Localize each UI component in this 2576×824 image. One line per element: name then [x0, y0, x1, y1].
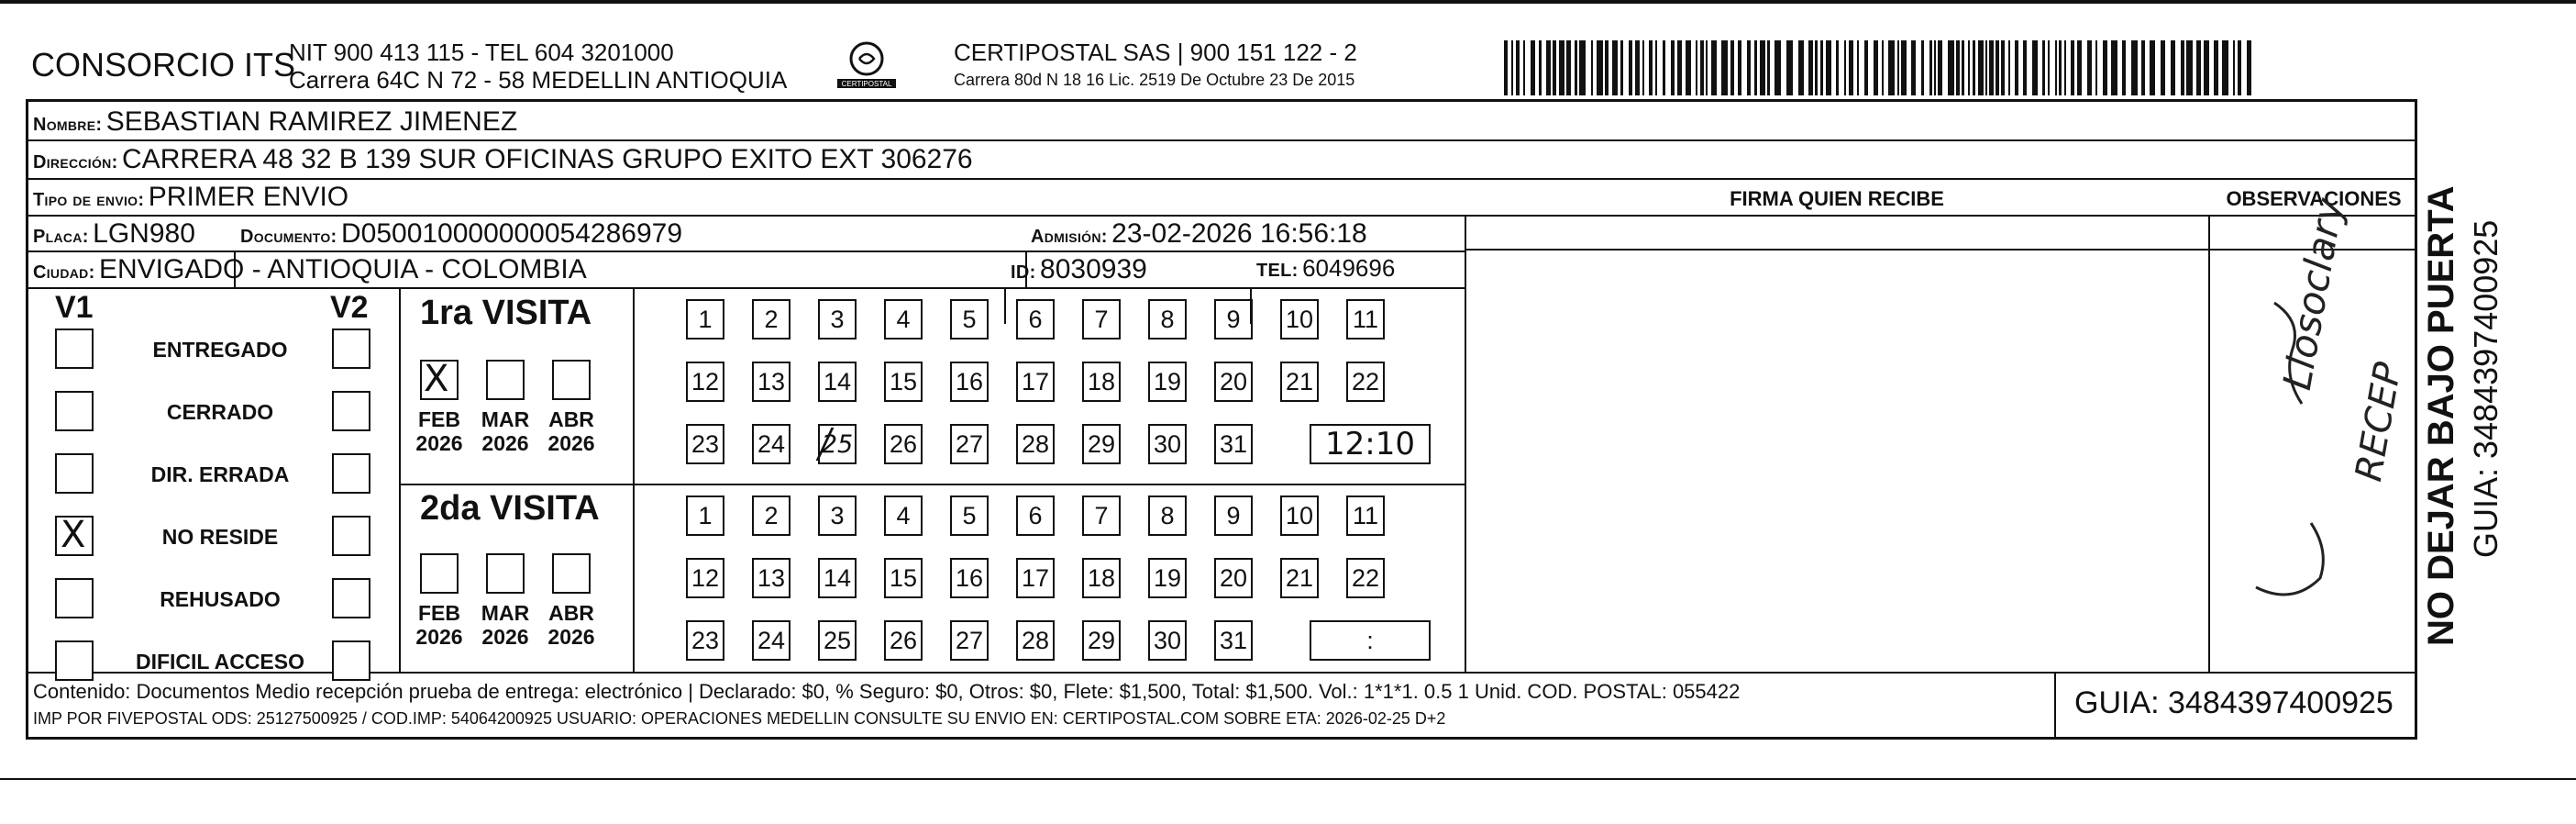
second-visit-day-box[interactable]: 22: [1346, 558, 1385, 598]
second-visit-day-box[interactable]: 21: [1280, 558, 1319, 598]
ciudad-cell: [33, 254, 587, 285]
second-visit-day-box[interactable]: 6: [1016, 496, 1055, 536]
barcode-bar: [2233, 40, 2235, 95]
v2-checkbox[interactable]: [332, 578, 370, 618]
logo-text: CERTIPOSTAL: [841, 80, 892, 88]
barcode-bar: [1738, 40, 1741, 95]
barcode-bar: [2196, 40, 2201, 95]
visits-days-divider: [633, 287, 635, 672]
second-visit-day-box[interactable]: 9: [1214, 496, 1253, 536]
barcode-bar: [1553, 40, 1556, 95]
status-label: CERRADO: [166, 400, 274, 424]
month-year: 2026: [481, 625, 529, 649]
barcode-bar: [1929, 40, 1932, 95]
barcode-bar: [1591, 40, 1593, 95]
barcode-bar: [1985, 40, 1987, 95]
v1-header: V1: [55, 290, 94, 325]
barcode-bar: [1808, 40, 1813, 95]
tipo-label: Tipo de envio:: [33, 190, 145, 210]
barcode-bar: [2111, 40, 2117, 95]
second-visit-day-box[interactable]: 28: [1016, 620, 1055, 661]
month-name: ABR: [548, 601, 594, 625]
second-visit-day-box[interactable]: 30: [1148, 620, 1187, 661]
carrier-info: [954, 39, 1357, 94]
first-visit-day-box[interactable]: 29: [1082, 424, 1121, 464]
first-visit-day-box[interactable]: 12: [686, 362, 724, 402]
first-visit-day-box[interactable]: 8: [1148, 299, 1187, 340]
barcode-bar: [1539, 40, 1542, 95]
barcode-bar: [1857, 40, 1859, 95]
first-visit-day-box[interactable]: 4: [884, 299, 923, 340]
barcode-bar: [1546, 40, 1551, 95]
barcode-bar: [1844, 40, 1846, 95]
barcode-bar: [2095, 40, 2097, 95]
barcode-bar: [1760, 40, 1765, 95]
barcode-bar: [1798, 40, 1804, 95]
ciudad-label: Ciudad:: [33, 262, 95, 283]
status-label: ENTREGADO: [152, 338, 288, 362]
barcode-bar: [1612, 40, 1618, 95]
barcode-bar: [1888, 40, 1895, 95]
v2-checkbox[interactable]: [332, 640, 370, 681]
barcode-bar: [2077, 40, 2082, 95]
barcode-bar: [1962, 40, 1964, 95]
second-visit-day-box[interactable]: 15: [884, 558, 923, 598]
placa-value: LGN980: [93, 218, 195, 249]
id-label: ID:: [1011, 262, 1036, 283]
second-visit-time-box[interactable]: :: [1310, 620, 1431, 661]
v1-checkbox[interactable]: [55, 453, 94, 494]
barcode-bar: [1677, 40, 1682, 95]
second-visit-day-box[interactable]: 24: [752, 620, 790, 661]
barcode-bar: [2048, 40, 2050, 95]
first-visit-day-box[interactable]: 19: [1148, 362, 1187, 402]
barcode: [1504, 40, 2256, 95]
v1-checkbox[interactable]: [55, 391, 94, 431]
tel-cell: [1256, 254, 1395, 283]
barcode-bar: [1504, 40, 1508, 95]
barcode-bar: [2171, 40, 2175, 95]
first-visit-title: 1ra VISITA: [420, 294, 592, 332]
first-visit-day-box[interactable]: 25: [818, 424, 857, 464]
footer-divider: [26, 672, 2417, 674]
barcode-bar: [1671, 40, 1675, 95]
barcode-bar: [1820, 40, 1823, 95]
certipostal-logo: [830, 37, 903, 101]
barcode-bar: [1579, 40, 1586, 95]
second-visit-day-box[interactable]: 27: [950, 620, 989, 661]
tipo-row: [33, 182, 348, 213]
barcode-bar: [1864, 40, 1868, 95]
status-label: DIR. ERRADA: [150, 462, 290, 486]
col-divider: [1465, 215, 1466, 672]
barcode-bar: [2008, 40, 2010, 95]
barcode-bar: [1849, 40, 1853, 95]
firma-header: FIRMA QUIEN RECIBE: [1730, 187, 1944, 210]
second-visit-day-box[interactable]: 26: [884, 620, 923, 661]
company-name: CONSORCIO ITS: [31, 46, 296, 84]
row-divider: [26, 139, 2417, 141]
second-visit-month-checkbox[interactable]: [420, 553, 459, 594]
company-nit-tel: NIT 900 413 115 - TEL 604 3201000: [289, 39, 674, 66]
v1-checkbox[interactable]: [55, 640, 94, 681]
second-visit-day-box[interactable]: 1: [686, 496, 724, 536]
tel-value: 6049696: [1302, 254, 1396, 282]
visit-divider: [399, 484, 1465, 485]
barcode-bar: [1774, 40, 1781, 95]
barcode-bar: [1649, 40, 1653, 95]
barcode-bar: [2059, 40, 2062, 95]
v2-header: V2: [330, 290, 369, 325]
barcode-bar: [1978, 40, 1984, 95]
second-visit-month-label: [546, 601, 597, 649]
barcode-bar: [1516, 40, 1520, 95]
second-visit-day-box[interactable]: 17: [1016, 558, 1055, 598]
month-name: MAR: [481, 601, 530, 625]
row-divider: [1465, 249, 2417, 251]
second-visit-day-box[interactable]: 14: [818, 558, 857, 598]
direccion-label: Dirección:: [33, 152, 118, 173]
barcode-bar: [1747, 40, 1751, 95]
barcode-bar: [2055, 40, 2057, 95]
barcode-bar: [1605, 40, 1609, 95]
second-visit-day-box[interactable]: 7: [1082, 496, 1121, 536]
v2-checkbox[interactable]: [332, 328, 370, 369]
barcode-bar: [1721, 40, 1728, 95]
barcode-bar: [1531, 40, 1535, 95]
second-visit-day-box[interactable]: 16: [950, 558, 989, 598]
barcode-bar: [2204, 40, 2209, 95]
barcode-bar: [1968, 40, 1970, 95]
first-visit-day-box[interactable]: 23: [686, 424, 724, 464]
status-label: NO RESIDE: [161, 525, 279, 549]
barcode-bar: [1973, 40, 1975, 95]
first-visit-day-box[interactable]: 11: [1346, 299, 1385, 340]
month-year: 2026: [415, 625, 463, 649]
barcode-bar: [1523, 40, 1525, 95]
id-value: 8030939: [1040, 254, 1147, 284]
side-guia: GUIA: 3484397400925: [2467, 219, 2504, 558]
barcode-bar: [1696, 40, 1697, 95]
first-visit-month-checkbox[interactable]: [420, 360, 459, 400]
barcode-bar: [1597, 40, 1603, 95]
first-visit-day-box[interactable]: 21: [1280, 362, 1319, 402]
placa-cell: [33, 218, 195, 250]
barcode-bar: [2222, 40, 2228, 95]
second-visit-day-box[interactable]: 29: [1082, 620, 1121, 661]
month-year: 2026: [415, 431, 463, 455]
barcode-bar: [2032, 40, 2038, 95]
first-visit-day-box[interactable]: 20: [1214, 362, 1253, 402]
first-visit-day-box[interactable]: 17: [1016, 362, 1055, 402]
company-address: Carrera 64C N 72 - 58 MEDELLIN ANTIOQUIA: [289, 66, 788, 94]
barcode-bar: [1826, 40, 1831, 95]
row-divider: [26, 251, 1465, 252]
barcode-bar: [1559, 40, 1564, 95]
second-visit-month-checkbox[interactable]: [552, 553, 591, 594]
barcode-bar: [2001, 40, 2005, 95]
month-name: FEB: [418, 407, 460, 431]
nombre-value: SEBASTIAN RAMIREZ JIMENEZ: [105, 106, 518, 137]
first-visit-day-box[interactable]: 2: [752, 299, 790, 340]
carrier-address: Carrera 80d N 18 16 Lic. 2519 De Octubre 23 De 2015: [954, 71, 1355, 89]
barcode-bar: [2103, 40, 2107, 95]
second-visit-day-box[interactable]: 8: [1148, 496, 1187, 536]
v2-checkbox[interactable]: [332, 453, 370, 494]
barcode-bar: [2141, 40, 2145, 95]
second-visit-day-box[interactable]: 18: [1082, 558, 1121, 598]
barcode-bar: [2042, 40, 2045, 95]
status-label: DIFICIL ACCESO: [135, 650, 304, 674]
first-visit-day-box[interactable]: 30: [1148, 424, 1187, 464]
first-visit-day-box[interactable]: 26: [884, 424, 923, 464]
carrier-name: CERTIPOSTAL SAS | 900 151 122 - 2: [954, 39, 1357, 66]
first-visit-time-box[interactable]: 12:10: [1310, 424, 1431, 464]
barcode-bar: [1635, 40, 1640, 95]
barcode-bar: [1711, 40, 1717, 95]
company-info: [289, 39, 787, 94]
documento-value: D050010000000054286979: [340, 218, 683, 249]
placa-label: Placa:: [33, 227, 89, 247]
first-visit-day-box[interactable]: 15: [884, 362, 923, 402]
first-visit-month-label: [546, 407, 597, 455]
barcode-bar: [1642, 40, 1644, 95]
second-visit-month-label: [480, 601, 531, 649]
second-visit-day-box[interactable]: 2: [752, 496, 790, 536]
barcode-bar: [1767, 40, 1770, 95]
barcode-bar: [1934, 40, 1936, 95]
second-visit-day-box[interactable]: 23: [686, 620, 724, 661]
first-visit-day-box[interactable]: 13: [752, 362, 790, 402]
first-visit-day-box[interactable]: 1: [686, 299, 724, 340]
barcode-bar: [1948, 40, 1954, 95]
barcode-bar: [2238, 40, 2241, 95]
v1-checkbox[interactable]: [55, 516, 94, 556]
first-visit-day-box[interactable]: 7: [1082, 299, 1121, 340]
first-visit-day-box[interactable]: 22: [1346, 362, 1385, 402]
barcode-bar: [2023, 40, 2027, 95]
barcode-bar: [2186, 40, 2193, 95]
first-visit-day-box[interactable]: 3: [818, 299, 857, 340]
id-cell: [1011, 254, 1147, 285]
month-name: MAR: [481, 407, 530, 431]
first-visit-day-box[interactable]: 27: [950, 424, 989, 464]
second-visit-month-checkbox[interactable]: [486, 553, 525, 594]
barcode-bar: [2150, 40, 2155, 95]
footer-line2: IMP POR FIVEPOSTAL ODS: 25127500925 / COD.IMP: 54064200925 USUARIO: OPERACIONES MEDELLIN CONSULTE SU ENVIO EN: CERTIPOSTAL.COM SOBRE ETA: 2026-02-25 D+2: [33, 709, 1446, 728]
barcode-bar: [1663, 40, 1665, 95]
status-label: REHUSADO: [160, 587, 281, 611]
col-divider: [2208, 215, 2210, 672]
admision-cell: [1031, 218, 1367, 250]
second-visit-day-box[interactable]: 13: [752, 558, 790, 598]
month-year: 2026: [481, 431, 529, 455]
second-visit-title: 2da VISITA: [420, 489, 600, 528]
v2-checkbox[interactable]: [332, 391, 370, 431]
second-visit-day-box[interactable]: 20: [1214, 558, 1253, 598]
nombre-label: Nombre:: [33, 115, 103, 135]
barcode-bar: [1874, 40, 1878, 95]
direccion-row: [33, 144, 973, 175]
barcode-bar: [1786, 40, 1793, 95]
barcode-bar: [1511, 40, 1513, 95]
month-year: 2026: [547, 431, 595, 455]
barcode-bar: [2247, 40, 2251, 95]
first-visit-day-box[interactable]: 24: [752, 424, 790, 464]
barcode-bar: [1700, 40, 1704, 95]
barcode-bar: [1836, 40, 1839, 95]
barcode-bar: [1754, 40, 1757, 95]
barcode-bar: [1706, 40, 1708, 95]
tel-label: TEL:: [1256, 261, 1299, 281]
barcode-bar: [1897, 40, 1899, 95]
barcode-bar: [1911, 40, 1916, 95]
barcode-bar: [2214, 40, 2218, 95]
barcode-bar: [1686, 40, 1691, 95]
barcode-bar: [1575, 40, 1577, 95]
documento-cell: [240, 218, 682, 250]
barcode-bar: [1655, 40, 1657, 95]
second-visit-day-box[interactable]: 3: [818, 496, 857, 536]
month-year: 2026: [547, 625, 595, 649]
first-visit-day-box[interactable]: 5: [950, 299, 989, 340]
barcode-bar: [1882, 40, 1884, 95]
footer-guia-divider: [2054, 672, 2056, 740]
first-visit-day-box[interactable]: 9: [1214, 299, 1253, 340]
row-divider: [26, 215, 2417, 217]
documento-label: Documento:: [240, 227, 337, 247]
barcode-bar: [2087, 40, 2092, 95]
visits-left-divider: [399, 287, 401, 672]
first-visit-day-box[interactable]: 18: [1082, 362, 1121, 402]
second-visit-day-box[interactable]: 4: [884, 496, 923, 536]
barcode-bar: [1989, 40, 1994, 95]
barcode-bar: [1921, 40, 1924, 95]
bottom-border: [0, 778, 2576, 780]
observaciones-header: OBSERVACIONES: [2226, 187, 2402, 210]
side-warning: NO DEJAR BAJO PUERTA: [2421, 185, 2461, 646]
second-visit-day-box[interactable]: 5: [950, 496, 989, 536]
barcode-bar: [1956, 40, 1960, 95]
barcode-bar: [1938, 40, 1942, 95]
second-visit-day-box[interactable]: 31: [1214, 620, 1253, 661]
cell-divider: [1004, 287, 1006, 324]
barcode-bar: [1629, 40, 1632, 95]
v1-check-mark: X: [61, 514, 86, 556]
ciudad-value: ENVIGADO - ANTIOQUIA - COLOMBIA: [99, 254, 587, 284]
second-visit-day-box[interactable]: 19: [1148, 558, 1187, 598]
month-name: FEB: [418, 601, 460, 625]
footer-line1: Contenido: Documentos Medio recepción prueba de entrega: electrónico | Declarado: $0, % Seguro: $0, Otros: $0, Flete: $1,500, Total: $1,500. Vol.: 1*1*1. 0.5 1 Unid. COD. POSTAL: 055422: [33, 680, 1741, 703]
first-visit-month-mark: X: [424, 358, 449, 400]
v2-checkbox[interactable]: [332, 516, 370, 556]
second-visit-day-box[interactable]: 12: [686, 558, 724, 598]
barcode-bar: [1566, 40, 1571, 95]
first-visit-month-checkbox[interactable]: [486, 360, 525, 400]
second-visit-month-label: [414, 601, 465, 649]
nombre-row: [33, 106, 517, 138]
first-visit-day-box[interactable]: 6: [1016, 299, 1055, 340]
barcode-bar: [2181, 40, 2184, 95]
month-name: ABR: [548, 407, 594, 431]
admision-label: Admisión:: [1031, 227, 1108, 247]
observaciones-handwriting-2: RECEP: [2348, 359, 2410, 484]
second-visit-day-box[interactable]: 11: [1346, 496, 1385, 536]
barcode-bar: [1815, 40, 1818, 95]
barcode-bar: [1996, 40, 1999, 95]
barcode-bar: [2122, 40, 2126, 95]
barcode-bar: [1620, 40, 1623, 95]
barcode-bar: [2071, 40, 2074, 95]
first-visit-day-box[interactable]: 10: [1280, 299, 1319, 340]
second-visit-day-box[interactable]: 10: [1280, 496, 1319, 536]
barcode-bar: [2161, 40, 2165, 95]
v1-checkbox[interactable]: [55, 328, 94, 369]
row-divider: [26, 178, 2417, 180]
admision-value: 23-02-2026 16:56:18: [1111, 218, 1367, 249]
first-visit-day-box[interactable]: 16: [950, 362, 989, 402]
first-visit-month-label: [414, 407, 465, 455]
first-visit-month-label: [480, 407, 531, 455]
barcode-bar: [1730, 40, 1734, 95]
first-visit-day-box[interactable]: 28: [1016, 424, 1055, 464]
barcode-bar: [2131, 40, 2138, 95]
first-visit-day-box[interactable]: 14: [818, 362, 857, 402]
second-visit-day-box[interactable]: 25: [818, 620, 857, 661]
observaciones-scribble: [2238, 294, 2348, 642]
direccion-value: CARRERA 48 32 B 139 SUR OFICINAS GRUPO EXITO EXT 306276: [122, 144, 973, 174]
tipo-value: PRIMER ENVIO: [148, 182, 349, 212]
barcode-bar: [1901, 40, 1907, 95]
first-visit-day-box[interactable]: 31: [1214, 424, 1253, 464]
footer-guia: GUIA: 3484397400925: [2074, 685, 2394, 720]
first-visit-month-checkbox[interactable]: [552, 360, 591, 400]
barcode-bar: [2015, 40, 2018, 95]
v1-checkbox[interactable]: [55, 578, 94, 618]
top-border: [0, 0, 2576, 4]
barcode-bar: [2064, 40, 2066, 95]
observaciones-handwriting-1: Llosoclary: [2274, 195, 2352, 394]
